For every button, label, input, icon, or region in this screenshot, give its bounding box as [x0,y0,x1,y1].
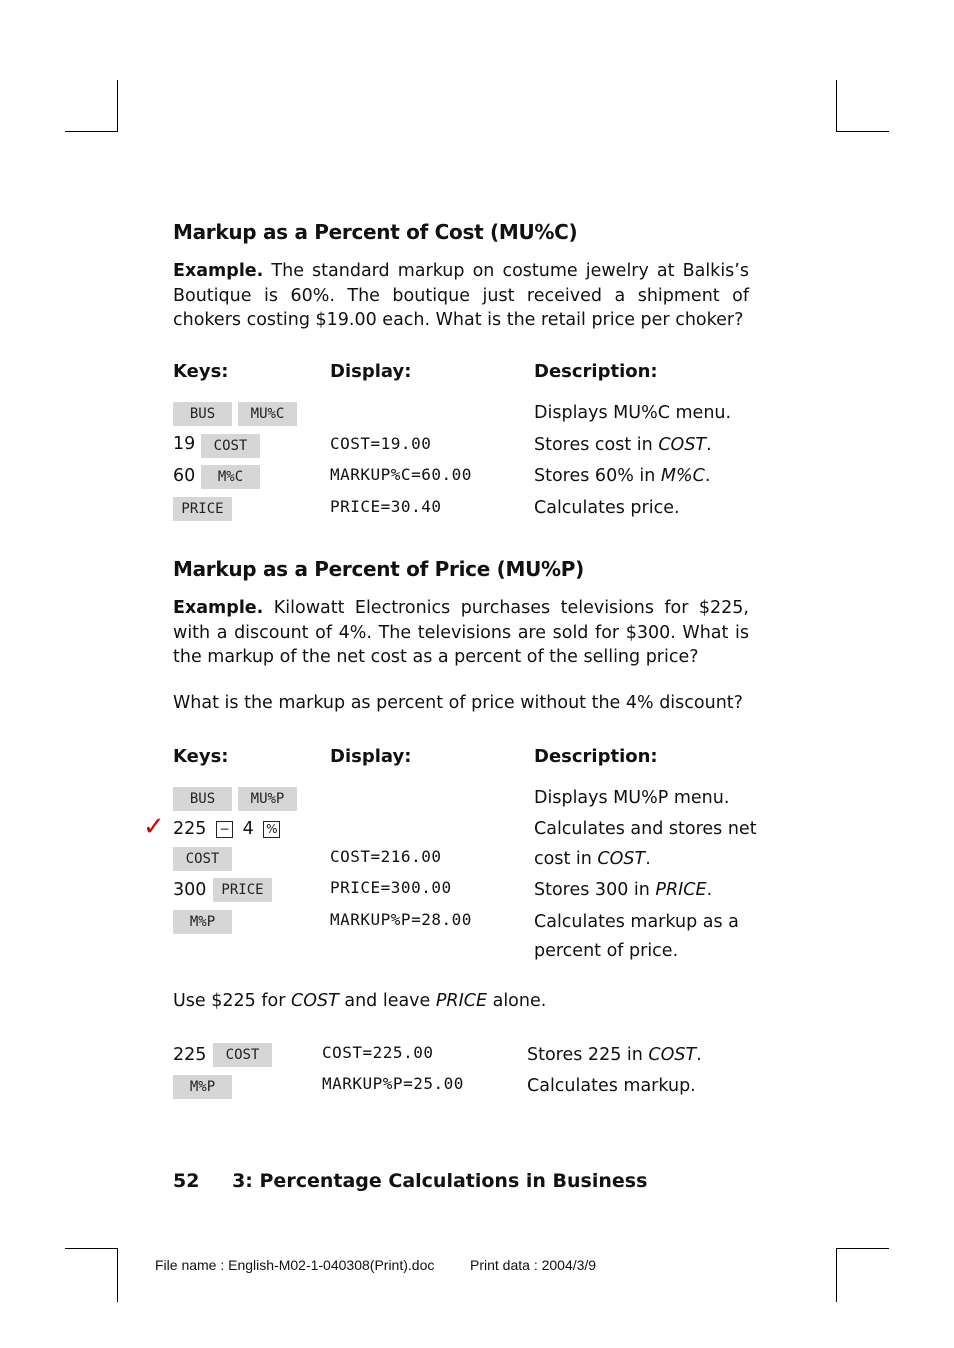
key-cost: COST [173,847,232,871]
percent-key-icon: % [263,821,280,838]
display-readout: COST=225.00 [322,1043,434,1062]
column-header-display: Display: [330,746,412,767]
key-mu-c: MU%C [238,402,297,426]
description-text: Calculates and stores net [534,819,757,839]
example-text: Kilowatt Electronics purchases televisions for $225, with a discount of 4%. The televisions are sold for $300. What is the markup of the net cost as a percent of the selling price? [173,598,749,667]
check-mark-icon: ✓ [143,812,165,842]
display-readout: MARKUP%P=25.00 [322,1074,464,1093]
crop-mark-top-left-v [117,80,118,132]
key-cost: COST [201,434,260,458]
crop-mark-top-left-h [65,131,118,132]
description-text: Calculates price. [534,498,680,518]
key-entry-value: 225 [173,1045,207,1065]
crop-mark-bottom-right-v [836,1248,837,1302]
crop-mark-top-right-v [836,80,837,132]
description-text: Displays MU%C menu. [534,403,732,423]
example-paragraph-2 [173,596,749,670]
key-cost: COST [213,1043,272,1067]
key-price: PRICE [173,497,232,521]
key-entry-value: 300 [173,880,207,900]
description-text: Displays MU%P menu. [534,788,730,808]
column-header-keys: Keys: [173,746,229,767]
crop-mark-top-right-h [836,131,889,132]
section-heading-mu-c: Markup as a Percent of Cost (MU%C) [173,220,578,244]
display-readout: MARKUP%C=60.00 [330,465,472,484]
display-readout: PRICE=30.40 [330,497,442,516]
column-header-keys: Keys: [173,361,229,382]
key-mu-p: MU%P [238,787,297,811]
key-m-p: M%P [173,910,232,934]
description-text: Calculates markup. [527,1076,696,1096]
display-readout: COST=216.00 [330,847,442,866]
chapter-title: 3: Percentage Calculations in Business [232,1170,648,1192]
key-price: PRICE [213,878,272,902]
key-bus: BUS [173,787,232,811]
display-readout: MARKUP%P=28.00 [330,910,472,929]
note-text: Use $225 for COST and leave PRICE alone. [173,991,547,1011]
example-paragraph-1 [173,259,749,333]
description-text: Stores cost in COST. [534,435,712,455]
description-text-continued: percent of price. [534,941,679,961]
crop-mark-bottom-left-h [65,1248,118,1249]
section-heading-mu-p: Markup as a Percent of Price (MU%P) [173,557,584,581]
key-m-c: M%C [201,465,260,489]
description-text: Stores 225 in COST. [527,1045,702,1065]
key-bus: BUS [173,402,232,426]
example-label: Example. [173,261,264,281]
key-m-p: M%P [173,1075,232,1099]
column-header-display: Display: [330,361,412,382]
example-label: Example. [173,598,264,618]
crop-mark-bottom-left-v [117,1248,118,1302]
display-readout: COST=19.00 [330,434,432,453]
key-entry-sequence: 225 − 4 % [173,819,284,839]
key-entry-value: 60 [173,466,196,486]
key-entry-value: 19 [173,434,196,454]
page-footer [173,1170,647,1192]
question-text: What is the markup as percent of price without the 4% discount? [173,693,743,713]
example-text: The standard markup on costume jewelry at Balkis’s Boutique is 60%. The boutique just received a shipment of chokers costing $19.00 each. What is the retail price per choker? [173,261,749,330]
print-date: Print data : 2004/3/9 [470,1257,597,1273]
column-header-description: Description: [534,361,658,382]
minus-key-icon: − [216,821,233,838]
crop-mark-bottom-right-h [836,1248,889,1249]
print-file-name: File name : English-M02-1-040308(Print).doc [155,1257,435,1273]
description-text: cost in COST. [534,849,651,869]
display-readout: PRICE=300.00 [330,878,452,897]
description-text: Stores 60% in M%C. [534,466,711,486]
column-header-description: Description: [534,746,658,767]
page-number: 52 [173,1170,200,1192]
description-text: Stores 300 in PRICE. [534,880,713,900]
description-text: Calculates markup as a [534,912,739,932]
